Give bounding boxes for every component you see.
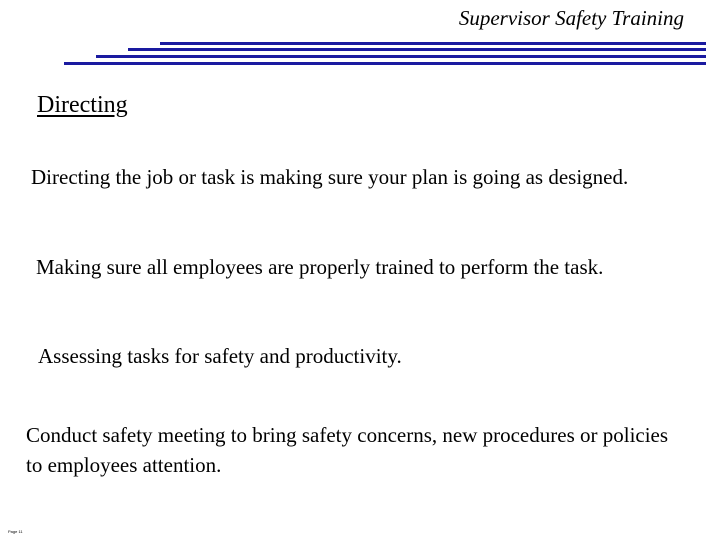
header-rule	[160, 42, 706, 45]
bullet-text: Conduct safety meeting to bring safety concerns, new procedures or policies to employees attention.	[26, 423, 669, 477]
bullet-text: Making sure all employees are properly trained to perform the task.	[36, 255, 604, 279]
header-rule	[64, 62, 706, 65]
page-number: Page 11	[8, 529, 23, 534]
bullet-text: Directing the job or task is making sure your plan is going as designed.	[31, 165, 629, 189]
slide-title: Directing	[37, 92, 128, 118]
header-title: Supervisor Safety Training	[458, 6, 684, 30]
bullet-text: Assessing tasks for safety and productivity.	[38, 344, 402, 368]
header-rule	[128, 48, 706, 51]
header-rule	[96, 55, 706, 58]
